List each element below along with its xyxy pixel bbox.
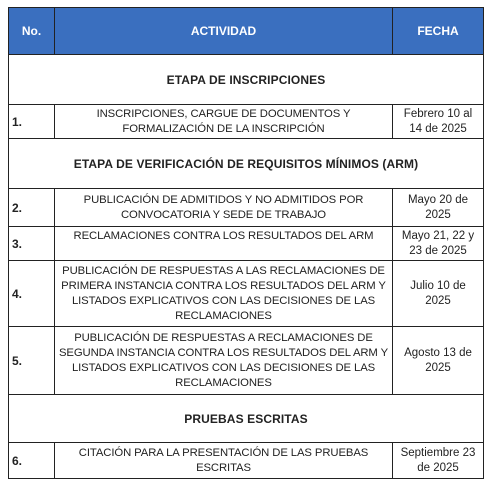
row-activity: RECLAMACIONES CONTRA LOS RESULTADOS DEL ARM bbox=[55, 227, 393, 261]
header-date: FECHA bbox=[393, 8, 484, 55]
header-activity: ACTIVIDAD bbox=[55, 8, 393, 55]
row-number: 1. bbox=[9, 105, 55, 139]
table-header-row bbox=[9, 8, 484, 55]
header-no: No. bbox=[9, 8, 55, 55]
row-date: Febrero 10 al 14 de 2025 bbox=[393, 105, 484, 139]
row-activity: PUBLICACIÓN DE RESPUESTAS A RECLAMACIONES DE SEGUNDA INSTANCIA CONTRA LOS RESULTADOS DEL ARM Y LISTADOS EXPLICATIVOS CON LAS DECISIONES DE LAS RECLAMACIONES bbox=[55, 327, 393, 395]
table-row bbox=[9, 443, 484, 479]
row-number: 5. bbox=[9, 327, 55, 395]
row-date: Mayo 21, 22 y 23 de 2025 bbox=[393, 227, 484, 261]
row-activity: INSCRIPCIONES, CARGUE DE DOCUMENTOS Y FORMALIZACIÓN DE LA INSCRIPCIÓN bbox=[55, 105, 393, 139]
row-number: 4. bbox=[9, 261, 55, 327]
table-row bbox=[9, 105, 484, 139]
schedule-table bbox=[8, 7, 484, 479]
table-row bbox=[9, 261, 484, 327]
row-activity: PUBLICACIÓN DE ADMITIDOS Y NO ADMITIDOS POR CONVOCATORIA Y SEDE DE TRABAJO bbox=[55, 189, 393, 227]
section-row bbox=[9, 55, 484, 105]
section-title: ETAPA DE INSCRIPCIONES bbox=[9, 55, 484, 105]
row-activity: CITACIÓN PARA LA PRESENTACIÓN DE LAS PRUEBAS ESCRITAS bbox=[55, 443, 393, 479]
row-number: 2. bbox=[9, 189, 55, 227]
section-row bbox=[9, 139, 484, 189]
section-title: ETAPA DE VERIFICACIÓN DE REQUISITOS MÍNIMOS (ARM) bbox=[9, 139, 484, 189]
table-row bbox=[9, 327, 484, 395]
table-row bbox=[9, 227, 484, 261]
row-date: Mayo 20 de 2025 bbox=[393, 189, 484, 227]
row-number: 6. bbox=[9, 443, 55, 479]
row-number: 3. bbox=[9, 227, 55, 261]
section-row bbox=[9, 395, 484, 443]
section-title: PRUEBAS ESCRITAS bbox=[9, 395, 484, 443]
row-date: Agosto 13 de 2025 bbox=[393, 327, 484, 395]
row-date: Septiembre 23 de 2025 bbox=[393, 443, 484, 479]
table-row bbox=[9, 189, 484, 227]
row-date: Julio 10 de 2025 bbox=[393, 261, 484, 327]
row-activity: PUBLICACIÓN DE RESPUESTAS A LAS RECLAMACIONES DE PRIMERA INSTANCIA CONTRA LOS RESULTADOS DEL ARM Y LISTADOS EXPLICATIVOS CON LAS DECISIONES DE LAS RECLAMACIONES bbox=[55, 261, 393, 327]
